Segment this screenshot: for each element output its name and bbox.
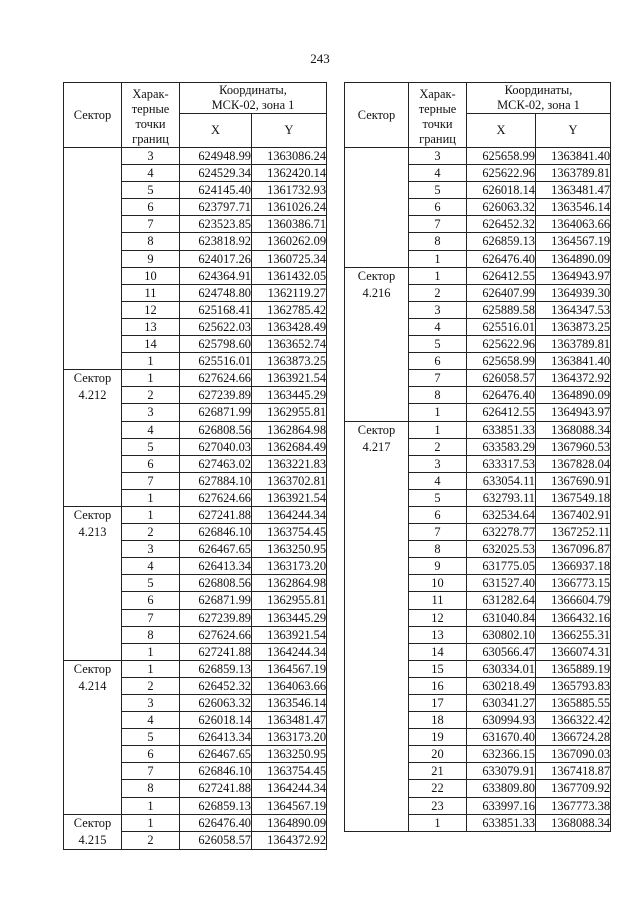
y-value: 1364372.92 bbox=[252, 832, 327, 850]
y-value: 1363841.40 bbox=[536, 353, 611, 370]
x-value: 626859.13 bbox=[180, 797, 252, 814]
y-value: 1366322.42 bbox=[536, 712, 611, 729]
x-value: 631527.40 bbox=[467, 575, 536, 592]
y-value: 1362684.49 bbox=[252, 438, 327, 455]
x-value: 626476.40 bbox=[180, 814, 252, 832]
point-number: 1 bbox=[409, 421, 467, 438]
y-value: 1366773.15 bbox=[536, 575, 611, 592]
point-number: 5 bbox=[122, 575, 180, 592]
x-value: 623818.92 bbox=[180, 233, 252, 250]
y-value: 1363921.54 bbox=[252, 489, 327, 506]
x-value: 633054.11 bbox=[467, 472, 536, 489]
y-value: 1367252.11 bbox=[536, 524, 611, 541]
y-value: 1363921.54 bbox=[252, 370, 327, 387]
y-value: 1362955.81 bbox=[252, 404, 327, 421]
y-value: 1364890.09 bbox=[536, 250, 611, 267]
y-value: 1363702.81 bbox=[252, 472, 327, 489]
point-number: 3 bbox=[122, 541, 180, 558]
y-value: 1365889.19 bbox=[536, 660, 611, 677]
point-number: 3 bbox=[409, 148, 467, 165]
point-number: 1 bbox=[122, 643, 180, 660]
y-value: 1363173.20 bbox=[252, 729, 327, 746]
x-value: 627624.66 bbox=[180, 626, 252, 643]
point-number: 20 bbox=[409, 746, 467, 763]
point-number: 8 bbox=[122, 233, 180, 250]
point-number: 3 bbox=[409, 301, 467, 318]
x-value: 632366.15 bbox=[467, 746, 536, 763]
header-points: Харак- терные точки границ bbox=[122, 83, 180, 148]
point-number: 4 bbox=[409, 318, 467, 335]
point-number: 13 bbox=[409, 626, 467, 643]
x-value: 626476.40 bbox=[467, 250, 536, 267]
x-value: 632793.11 bbox=[467, 489, 536, 506]
x-value: 624948.99 bbox=[180, 148, 252, 165]
x-value: 625622.03 bbox=[180, 318, 252, 335]
point-number: 8 bbox=[122, 780, 180, 797]
x-value: 633583.29 bbox=[467, 438, 536, 455]
y-value: 1362864.98 bbox=[252, 421, 327, 438]
y-value: 1366432.16 bbox=[536, 609, 611, 626]
x-value: 631040.84 bbox=[467, 609, 536, 626]
point-number: 1 bbox=[409, 250, 467, 267]
point-number: 12 bbox=[409, 609, 467, 626]
y-value: 1366937.18 bbox=[536, 558, 611, 575]
y-value: 1364063.66 bbox=[252, 677, 327, 694]
point-number: 4 bbox=[122, 165, 180, 182]
x-value: 633809.80 bbox=[467, 780, 536, 797]
x-value: 626859.13 bbox=[180, 660, 252, 677]
y-value: 1363445.29 bbox=[252, 609, 327, 626]
point-number: 7 bbox=[409, 370, 467, 387]
x-value: 626058.57 bbox=[180, 832, 252, 850]
point-number: 6 bbox=[122, 592, 180, 609]
y-value: 1363481.47 bbox=[252, 712, 327, 729]
y-value: 1361026.24 bbox=[252, 199, 327, 216]
x-value: 625168.41 bbox=[180, 301, 252, 318]
point-number: 6 bbox=[122, 746, 180, 763]
point-number: 23 bbox=[409, 797, 467, 814]
table-row bbox=[64, 148, 327, 165]
table-row bbox=[64, 660, 327, 677]
header-x: X bbox=[467, 114, 536, 148]
point-number: 6 bbox=[122, 455, 180, 472]
y-value: 1367549.18 bbox=[536, 489, 611, 506]
header-points: Харак- терные точки границ bbox=[409, 83, 467, 148]
x-value: 626407.99 bbox=[467, 284, 536, 301]
x-value: 626063.32 bbox=[180, 695, 252, 712]
point-number: 1 bbox=[122, 506, 180, 523]
point-number: 4 bbox=[122, 558, 180, 575]
y-value: 1363921.54 bbox=[252, 626, 327, 643]
y-value: 1366604.79 bbox=[536, 592, 611, 609]
table-row bbox=[345, 421, 611, 438]
y-value: 1368088.34 bbox=[536, 421, 611, 438]
x-value: 626018.14 bbox=[180, 712, 252, 729]
point-number: 7 bbox=[122, 609, 180, 626]
x-value: 626859.13 bbox=[467, 233, 536, 250]
y-value: 1363221.83 bbox=[252, 455, 327, 472]
x-value: 630994.93 bbox=[467, 712, 536, 729]
y-value: 1363754.45 bbox=[252, 763, 327, 780]
y-value: 1363481.47 bbox=[536, 182, 611, 199]
point-number: 22 bbox=[409, 780, 467, 797]
point-number: 2 bbox=[122, 677, 180, 694]
y-value: 1367690.91 bbox=[536, 472, 611, 489]
x-value: 626063.32 bbox=[467, 199, 536, 216]
point-number: 1 bbox=[122, 353, 180, 370]
sector-label: Сектор 4.212 bbox=[64, 370, 122, 507]
y-value: 1363250.95 bbox=[252, 541, 327, 558]
point-number: 8 bbox=[122, 626, 180, 643]
point-number: 5 bbox=[122, 438, 180, 455]
point-number: 18 bbox=[409, 712, 467, 729]
x-value: 626467.65 bbox=[180, 746, 252, 763]
x-value: 627624.66 bbox=[180, 489, 252, 506]
x-value: 626412.55 bbox=[467, 404, 536, 421]
point-number: 7 bbox=[409, 524, 467, 541]
y-value: 1363789.81 bbox=[536, 336, 611, 353]
header-y: Y bbox=[252, 114, 327, 148]
header-coordinates: Координаты, МСК-02, зона 1 bbox=[467, 83, 611, 114]
point-number: 1 bbox=[409, 267, 467, 284]
x-value: 624529.34 bbox=[180, 165, 252, 182]
point-number: 10 bbox=[409, 575, 467, 592]
y-value: 1364567.19 bbox=[536, 233, 611, 250]
y-value: 1363652.74 bbox=[252, 336, 327, 353]
x-value: 624017.26 bbox=[180, 250, 252, 267]
point-number: 1 bbox=[409, 814, 467, 831]
header-coordinates: Координаты, МСК-02, зона 1 bbox=[180, 83, 327, 114]
x-value: 626871.99 bbox=[180, 592, 252, 609]
x-value: 625658.99 bbox=[467, 353, 536, 370]
y-value: 1367773.38 bbox=[536, 797, 611, 814]
y-value: 1362955.81 bbox=[252, 592, 327, 609]
x-value: 624364.91 bbox=[180, 267, 252, 284]
coordinates-table-right bbox=[344, 82, 611, 832]
point-number: 17 bbox=[409, 695, 467, 712]
y-value: 1363445.29 bbox=[252, 387, 327, 404]
point-number: 14 bbox=[409, 643, 467, 660]
x-value: 633851.33 bbox=[467, 421, 536, 438]
point-number: 4 bbox=[122, 421, 180, 438]
header-sector: Сектор bbox=[345, 83, 409, 148]
point-number: 1 bbox=[122, 797, 180, 814]
y-value: 1364939.30 bbox=[536, 284, 611, 301]
x-value: 626808.56 bbox=[180, 575, 252, 592]
y-value: 1367418.87 bbox=[536, 763, 611, 780]
x-value: 627463.02 bbox=[180, 455, 252, 472]
y-value: 1363546.14 bbox=[536, 199, 611, 216]
x-value: 630341.27 bbox=[467, 695, 536, 712]
y-value: 1360262.09 bbox=[252, 233, 327, 250]
x-value: 630566.47 bbox=[467, 643, 536, 660]
x-value: 625889.58 bbox=[467, 301, 536, 318]
y-value: 1361732.93 bbox=[252, 182, 327, 199]
sector-label bbox=[64, 148, 122, 370]
y-value: 1366074.31 bbox=[536, 643, 611, 660]
point-number: 2 bbox=[122, 524, 180, 541]
x-value: 625622.96 bbox=[467, 165, 536, 182]
x-value: 626846.10 bbox=[180, 524, 252, 541]
x-value: 627239.89 bbox=[180, 609, 252, 626]
point-number: 6 bbox=[122, 199, 180, 216]
x-value: 632534.64 bbox=[467, 506, 536, 523]
x-value: 623797.71 bbox=[180, 199, 252, 216]
point-number: 8 bbox=[409, 387, 467, 404]
sector-label bbox=[345, 148, 409, 268]
header-sector: Сектор bbox=[64, 83, 122, 148]
y-value: 1363841.40 bbox=[536, 148, 611, 165]
y-value: 1362864.98 bbox=[252, 575, 327, 592]
point-number: 12 bbox=[122, 301, 180, 318]
x-value: 624748.80 bbox=[180, 284, 252, 301]
x-value: 625516.01 bbox=[467, 318, 536, 335]
y-value: 1364890.09 bbox=[252, 814, 327, 832]
x-value: 626452.32 bbox=[467, 216, 536, 233]
x-value: 627241.88 bbox=[180, 506, 252, 523]
point-number: 3 bbox=[409, 455, 467, 472]
point-number: 5 bbox=[409, 489, 467, 506]
header-y: Y bbox=[536, 114, 611, 148]
point-number: 5 bbox=[122, 729, 180, 746]
x-value: 623523.85 bbox=[180, 216, 252, 233]
point-number: 13 bbox=[122, 318, 180, 335]
point-number: 6 bbox=[409, 506, 467, 523]
point-number: 11 bbox=[409, 592, 467, 609]
point-number: 9 bbox=[122, 250, 180, 267]
table-row bbox=[345, 267, 611, 284]
point-number: 5 bbox=[409, 182, 467, 199]
x-value: 633851.33 bbox=[467, 814, 536, 831]
point-number: 5 bbox=[409, 336, 467, 353]
y-value: 1367828.04 bbox=[536, 455, 611, 472]
table-row bbox=[64, 814, 327, 832]
point-number: 6 bbox=[409, 199, 467, 216]
y-value: 1362420.14 bbox=[252, 165, 327, 182]
y-value: 1363086.24 bbox=[252, 148, 327, 165]
table-row bbox=[64, 506, 327, 523]
x-value: 625798.60 bbox=[180, 336, 252, 353]
point-number: 4 bbox=[409, 165, 467, 182]
coordinates-table-left bbox=[63, 82, 327, 850]
x-value: 626808.56 bbox=[180, 421, 252, 438]
y-value: 1364943.97 bbox=[536, 404, 611, 421]
x-value: 625516.01 bbox=[180, 353, 252, 370]
y-value: 1363428.49 bbox=[252, 318, 327, 335]
point-number: 9 bbox=[409, 558, 467, 575]
x-value: 630334.01 bbox=[467, 660, 536, 677]
x-value: 627241.88 bbox=[180, 643, 252, 660]
point-number: 15 bbox=[409, 660, 467, 677]
point-number: 7 bbox=[409, 216, 467, 233]
x-value: 626452.32 bbox=[180, 677, 252, 694]
sector-label: Сектор 4.214 bbox=[64, 660, 122, 814]
x-value: 626058.57 bbox=[467, 370, 536, 387]
point-number: 1 bbox=[122, 370, 180, 387]
page-number: 243 bbox=[310, 51, 330, 66]
x-value: 626413.34 bbox=[180, 558, 252, 575]
point-number: 2 bbox=[122, 832, 180, 850]
x-value: 632278.77 bbox=[467, 524, 536, 541]
x-value: 633317.53 bbox=[467, 455, 536, 472]
point-number: 1 bbox=[122, 489, 180, 506]
y-value: 1365793.83 bbox=[536, 677, 611, 694]
y-value: 1363873.25 bbox=[252, 353, 327, 370]
point-number: 2 bbox=[409, 284, 467, 301]
point-number: 1 bbox=[122, 660, 180, 677]
x-value: 627239.89 bbox=[180, 387, 252, 404]
y-value: 1367709.92 bbox=[536, 780, 611, 797]
y-value: 1363546.14 bbox=[252, 695, 327, 712]
y-value: 1364244.34 bbox=[252, 506, 327, 523]
y-value: 1368088.34 bbox=[536, 814, 611, 831]
y-value: 1366724.28 bbox=[536, 729, 611, 746]
y-value: 1362785.42 bbox=[252, 301, 327, 318]
y-value: 1363789.81 bbox=[536, 165, 611, 182]
x-value: 632025.53 bbox=[467, 541, 536, 558]
point-number: 6 bbox=[409, 353, 467, 370]
x-value: 626476.40 bbox=[467, 387, 536, 404]
point-number: 14 bbox=[122, 336, 180, 353]
point-number: 8 bbox=[409, 233, 467, 250]
y-value: 1364943.97 bbox=[536, 267, 611, 284]
point-number: 11 bbox=[122, 284, 180, 301]
x-value: 633997.16 bbox=[467, 797, 536, 814]
point-number: 1 bbox=[409, 404, 467, 421]
y-value: 1366255.31 bbox=[536, 626, 611, 643]
y-value: 1360725.34 bbox=[252, 250, 327, 267]
x-value: 631775.05 bbox=[467, 558, 536, 575]
x-value: 633079.91 bbox=[467, 763, 536, 780]
y-value: 1363873.25 bbox=[536, 318, 611, 335]
y-value: 1367096.87 bbox=[536, 541, 611, 558]
point-number: 7 bbox=[122, 763, 180, 780]
sector-label: Сектор 4.215 bbox=[64, 814, 122, 849]
x-value: 625622.96 bbox=[467, 336, 536, 353]
y-value: 1363250.95 bbox=[252, 746, 327, 763]
x-value: 626467.65 bbox=[180, 541, 252, 558]
point-number: 8 bbox=[409, 541, 467, 558]
x-value: 626412.55 bbox=[467, 267, 536, 284]
y-value: 1363754.45 bbox=[252, 524, 327, 541]
point-number: 10 bbox=[122, 267, 180, 284]
point-number: 2 bbox=[122, 387, 180, 404]
x-value: 627884.10 bbox=[180, 472, 252, 489]
x-value: 627241.88 bbox=[180, 780, 252, 797]
point-number: 3 bbox=[122, 404, 180, 421]
y-value: 1364567.19 bbox=[252, 797, 327, 814]
x-value: 626846.10 bbox=[180, 763, 252, 780]
x-value: 626018.14 bbox=[467, 182, 536, 199]
header-x: X bbox=[180, 114, 252, 148]
y-value: 1367402.91 bbox=[536, 506, 611, 523]
x-value: 625658.99 bbox=[467, 148, 536, 165]
sector-label: Сектор 4.216 bbox=[345, 267, 409, 421]
y-value: 1367090.03 bbox=[536, 746, 611, 763]
x-value: 630802.10 bbox=[467, 626, 536, 643]
sector-label: Сектор 4.217 bbox=[345, 421, 409, 831]
y-value: 1364347.53 bbox=[536, 301, 611, 318]
y-value: 1364244.34 bbox=[252, 643, 327, 660]
x-value: 627040.03 bbox=[180, 438, 252, 455]
y-value: 1364890.09 bbox=[536, 387, 611, 404]
y-value: 1363173.20 bbox=[252, 558, 327, 575]
sector-label: Сектор 4.213 bbox=[64, 506, 122, 660]
point-number: 7 bbox=[122, 472, 180, 489]
y-value: 1364244.34 bbox=[252, 780, 327, 797]
point-number: 7 bbox=[122, 216, 180, 233]
y-value: 1364372.92 bbox=[536, 370, 611, 387]
x-value: 631670.40 bbox=[467, 729, 536, 746]
x-value: 630218.49 bbox=[467, 677, 536, 694]
y-value: 1360386.71 bbox=[252, 216, 327, 233]
point-number: 4 bbox=[122, 712, 180, 729]
y-value: 1361432.05 bbox=[252, 267, 327, 284]
y-value: 1367960.53 bbox=[536, 438, 611, 455]
x-value: 624145.40 bbox=[180, 182, 252, 199]
x-value: 626413.34 bbox=[180, 729, 252, 746]
x-value: 627624.66 bbox=[180, 370, 252, 387]
point-number: 19 bbox=[409, 729, 467, 746]
x-value: 626871.99 bbox=[180, 404, 252, 421]
y-value: 1364567.19 bbox=[252, 660, 327, 677]
x-value: 631282.64 bbox=[467, 592, 536, 609]
point-number: 2 bbox=[409, 438, 467, 455]
point-number: 5 bbox=[122, 182, 180, 199]
point-number: 16 bbox=[409, 677, 467, 694]
y-value: 1362119.27 bbox=[252, 284, 327, 301]
y-value: 1364063.66 bbox=[536, 216, 611, 233]
point-number: 3 bbox=[122, 695, 180, 712]
y-value: 1365885.55 bbox=[536, 695, 611, 712]
point-number: 1 bbox=[122, 814, 180, 832]
point-number: 21 bbox=[409, 763, 467, 780]
point-number: 3 bbox=[122, 148, 180, 165]
table-row bbox=[345, 148, 611, 165]
point-number: 4 bbox=[409, 472, 467, 489]
table-row bbox=[64, 370, 327, 387]
